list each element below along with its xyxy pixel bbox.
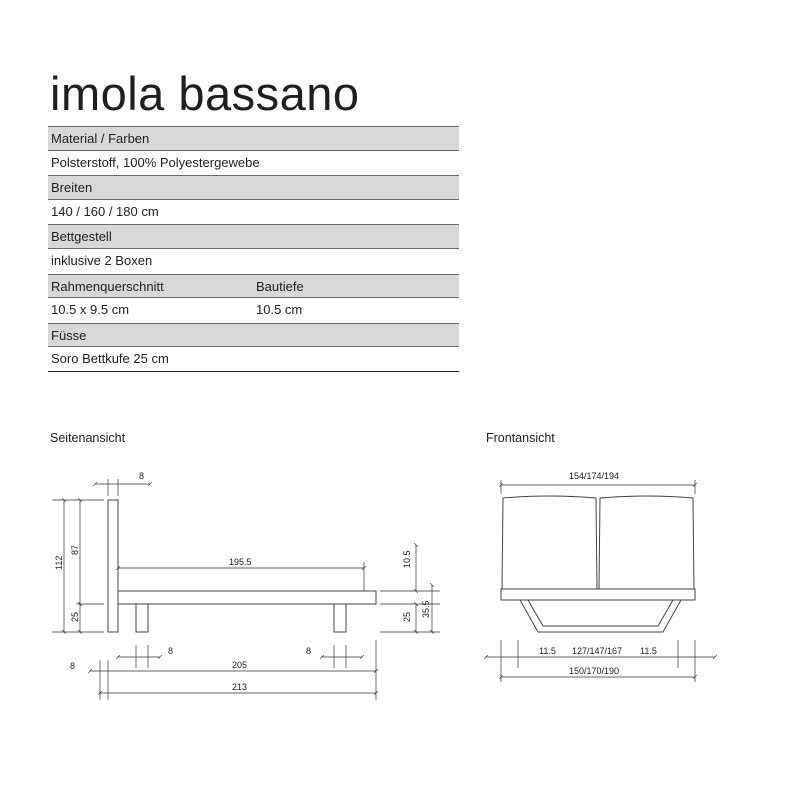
dim-total-length: 213 [232, 682, 248, 692]
spec-value: 140 / 160 / 180 cm [51, 203, 159, 219]
spec-value: Polsterstoff, 100% Polyestergewebe [51, 154, 260, 170]
dim-offset-left: 8 [70, 661, 76, 671]
sled-foot-inner [528, 600, 673, 626]
right-foot-shape [334, 604, 346, 632]
dim-inner-width: 127/147/167 [572, 646, 623, 656]
front-frame-shape [501, 589, 695, 600]
spec-label: Füsse [51, 327, 87, 343]
spec-value: 10.5 x 9.5 cm [51, 302, 130, 318]
dim-side-inset-left: 11.5 [539, 646, 556, 656]
spec-value: Soro Bettkufe 25 cm [51, 351, 169, 367]
product-title: imola bassano [50, 67, 360, 120]
headboard-shape [108, 500, 118, 632]
spec-value: inklusive 2 Boxen [51, 252, 153, 268]
front-view-drawing [501, 496, 695, 632]
dim-mattress-length: 195.5 [229, 557, 252, 567]
dim-frame-height: 10.5 [402, 550, 412, 568]
dim-foot-inset-left: 8 [168, 646, 174, 656]
spec-label: Bettgestell [51, 229, 112, 245]
dim-total-height: 112 [54, 555, 64, 570]
front-view-label: Frontansicht [486, 431, 555, 445]
dim-side-inset-right: 11.5 [640, 646, 657, 656]
side-view-label: Seitenansicht [50, 431, 126, 445]
right-cushion-shape [599, 496, 694, 589]
dim-top-width: 154/174/194 [569, 471, 620, 481]
dim-headboard-thickness: 8 [139, 471, 145, 481]
dim-frame-length: 205 [232, 660, 248, 670]
spec-label: Rahmenquerschnitt [51, 278, 164, 294]
frame-shape [118, 591, 376, 604]
dim-bottom-width: 150/170/190 [569, 666, 620, 676]
left-cushion-shape [502, 496, 597, 589]
dim-height-to-top: 35.5 [421, 600, 431, 618]
spec-label-depth: Bautiefe [256, 278, 304, 294]
dim-foot-inset-right: 8 [306, 646, 312, 656]
spec-label: Material / Farben [51, 131, 150, 146]
dim-headboard-above: 87 [70, 544, 80, 555]
sled-foot-shape [520, 600, 681, 632]
spec-value-depth: 10.5 cm [256, 302, 303, 318]
left-foot-shape [136, 604, 148, 632]
dim-foot-height-right: 25 [402, 611, 412, 622]
dim-foot-height: 25 [70, 611, 80, 622]
spec-label: Breiten [51, 180, 93, 196]
